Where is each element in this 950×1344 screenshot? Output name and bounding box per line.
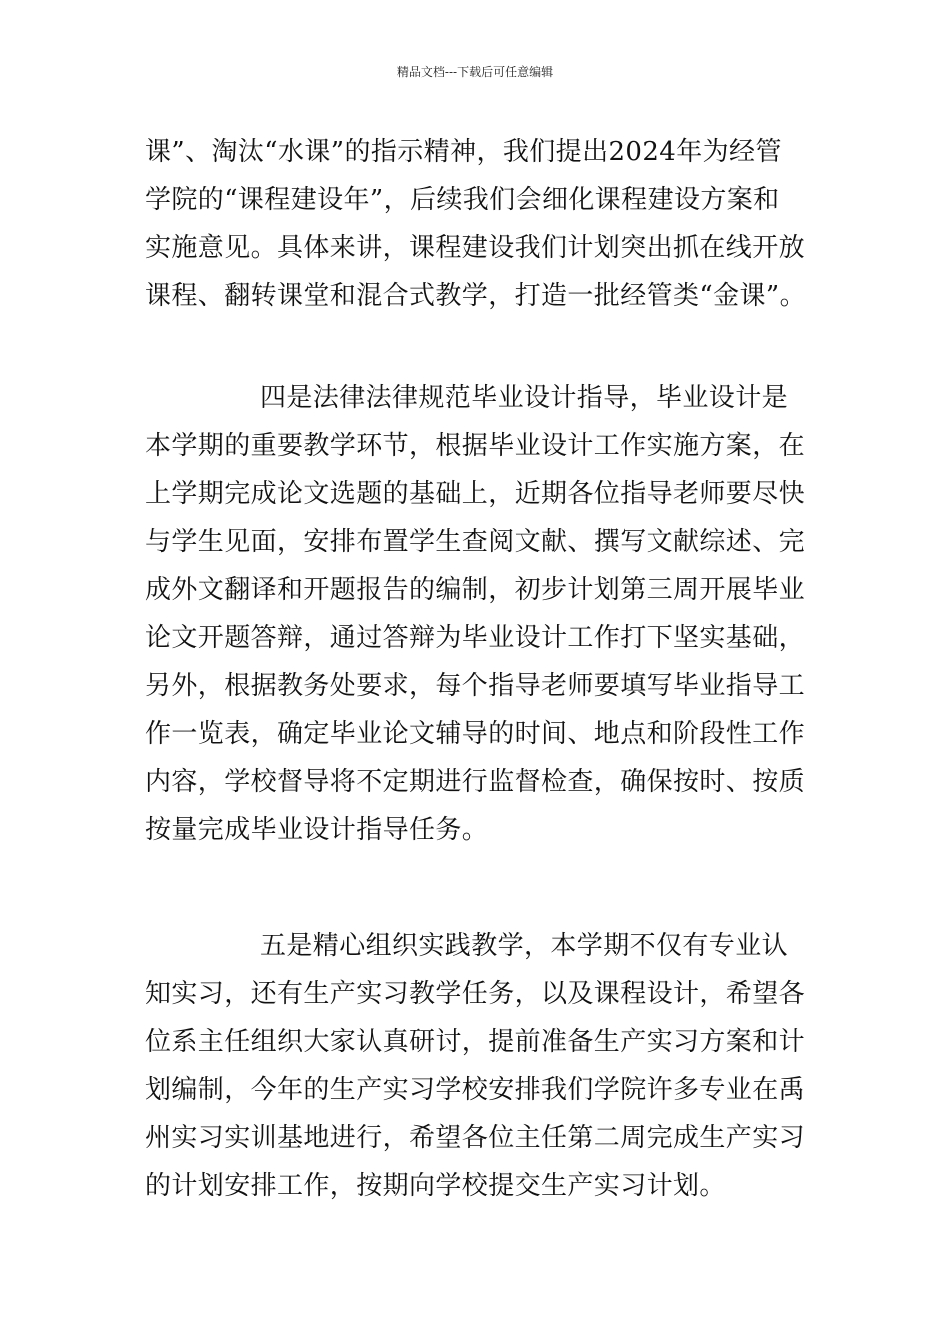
paragraph-line: 作一览表，确定毕业论文辅导的时间、地点和阶段性工作: [145, 719, 806, 749]
paragraph-practice-teaching: [145, 922, 810, 1210]
paragraph-line: 另外，根据教务处要求，每个指导老师要填写毕业指导工: [145, 671, 806, 701]
paragraph-line: 课程、翻转课堂和混合式教学，打造一批经管类“金课”。: [145, 281, 806, 311]
paragraph-line: 四是法律法律规范毕业设计指导，毕业设计是: [260, 383, 789, 413]
paragraph-line: 五是精心组织实践教学，本学期不仅有专业认: [260, 931, 789, 961]
paragraph-line: 上学期完成论文选题的基础上，近期各位指导老师要尽快: [145, 479, 806, 509]
paragraph-line: 实施意见。具体来讲，课程建设我们计划突出抓在线开放: [145, 233, 806, 263]
paragraph-line: 论文开题答辩，通过答辩为毕业设计工作打下坚实基础，: [145, 623, 806, 653]
paragraph-line: 成外文翻译和开题报告的编制，初步计划第三周开展毕业: [145, 575, 806, 605]
paragraph-line: 州实习实训基地进行，希望各位主任第二周完成生产实习: [145, 1123, 806, 1153]
paragraph-line: 按量完成毕业设计指导任务。: [145, 815, 489, 845]
paragraph-line: 位系主任组织大家认真研讨，提前准备生产实习方案和计: [145, 1027, 806, 1057]
paragraph-line: 本学期的重要教学环节，根据毕业设计工作实施方案，在: [145, 431, 806, 461]
paragraph-course-construction: [145, 128, 810, 320]
paragraph-line: 学院的“课程建设年”，后续我们会细化课程建设方案和: [145, 185, 780, 215]
paragraph-line: 知实习，还有生产实习教学任务，以及课程设计，希望各: [145, 979, 806, 1009]
paragraph-line: 课”、淘汰“水课”的指示精神，我们提出2024年为经管: [145, 137, 782, 167]
page-header: 精品文档---下载后可任意编辑: [396, 65, 554, 79]
paragraph-line: 内容，学校督导将不定期进行监督检查，确保按时、按质: [145, 767, 806, 797]
paragraph-graduation-design: [145, 374, 810, 854]
paragraph-line: 的计划安排工作，按期向学校提交生产实习计划。: [145, 1171, 726, 1201]
paragraph-line: 划编制，今年的生产实习学校安排我们学院许多专业在禹: [145, 1075, 806, 1105]
paragraph-line: 与学生见面，安排布置学生查阅文献、撰写文献综述、完: [145, 527, 806, 557]
